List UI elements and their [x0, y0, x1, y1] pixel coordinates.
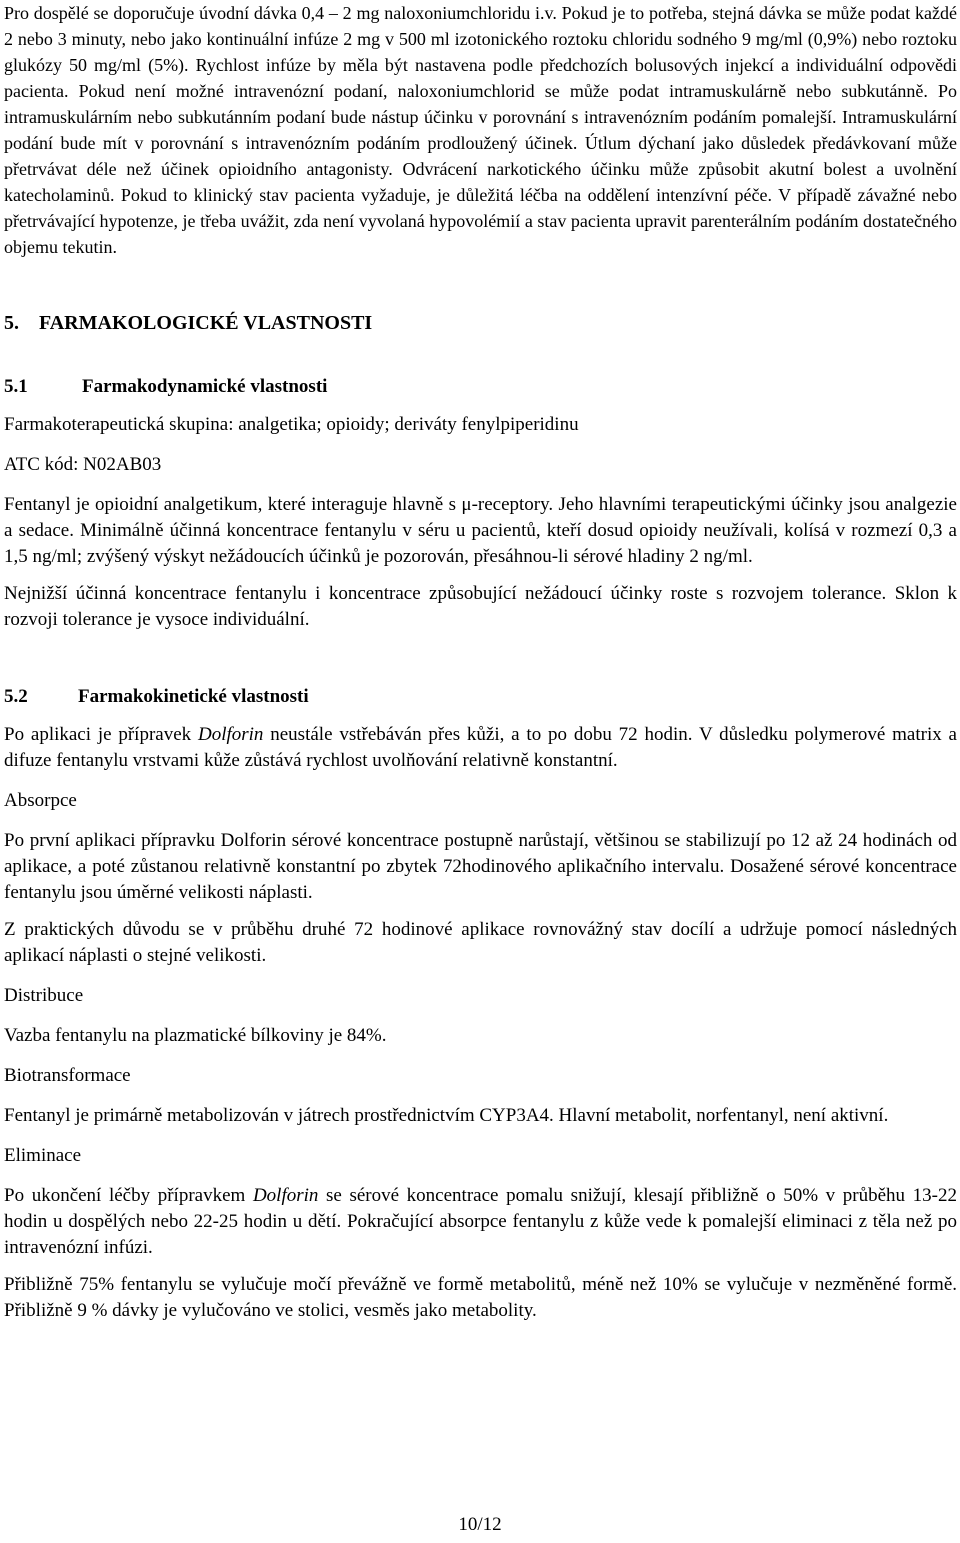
biotransformace-heading: Biotransformace — [4, 1065, 131, 1086]
intro-text-b: neustále vstřebáván přes kůži, a to po dobu 72 hodin. V důsledku polymerové matrix a difuze fentanylu vrstvami kůže zůstává rychlost uvolňování relativně konstantní. — [4, 724, 957, 771]
page-number: 10/12 — [458, 1514, 502, 1535]
pharmacokinetics-intro — [4, 722, 957, 774]
section-5-2-heading — [4, 684, 957, 710]
section-5-2-title: Farmakokinetické vlastnosti — [78, 686, 309, 707]
section-5-1-number: 5.1 — [4, 376, 28, 397]
intro-text-a: Po aplikaci je přípravek — [4, 724, 198, 745]
pharmacotherapeutic-group: Farmakoterapeutická skupina: analgetika; opioidy; deriváty fenylpiperidinu — [4, 414, 579, 435]
pharmacodynamics-paragraph-2: Nejnižší účinná koncentrace fentanylu i koncentrace způsobující nežádoucí účinky roste s rozvojem tolerance. Sklon k rozvoji tolerance je vysoce individuální. — [4, 583, 957, 630]
absorpce-paragraph-1: Po první aplikaci přípravku Dolforin sérové koncentrace postupně narůstají, většinou se stabilizují po 12 až 24 hodinách od aplikace, a poté zůstanou relativně konstantní po zbytek 72hodinového aplikačního intervalu. Dosažené sérové koncentrace fentanylu jsou úměrné velikosti náplasti. — [4, 830, 957, 903]
absorpce-heading: Absorpce — [4, 790, 77, 811]
absorpce-paragraph-2: Z praktických důvodu se v průběhu druhé 72 hodinové aplikace rovnovážný stav docílí a udržuje pomocí následných aplikací náplasti o stejné velikosti. — [4, 919, 957, 966]
document-page — [4, 0, 957, 1324]
atc-code: ATC kód: N02AB03 — [4, 454, 162, 475]
pharmacodynamics-paragraph-1: Fentanyl je opioidní analgetikum, které interaguje hlavně s μ-receptory. Jeho hlavními terapeutickými účinky jsou analgezie a sedace. Minimálně účinná koncentrace fentanylu v séru u pacientů, kteří dosud opioidy neužívali, kolísá v rozmezí 0,3 a 1,5 ng/ml; zvýšený výskyt nežádoucích účinků je pozorován, přesáhnou-li sérové hladiny 2 ng/ml. — [4, 494, 957, 567]
distribuce-heading: Distribuce — [4, 985, 84, 1006]
distribuce-paragraph: Vazba fentanylu na plazmatické bílkoviny je 84%. — [4, 1025, 387, 1046]
eliminace-paragraph-2: Přibližně 75% fentanylu se vylučuje močí převážně ve formě metabolitů, méně než 10% se vylučuje v nezměněné formě. Přibližně 9 % dávky je vylučováno ve stolici, vesměs jako metabolity. — [4, 1274, 957, 1321]
brand-name-eliminace: Dolforin — [252, 1185, 319, 1206]
section-5-1-title: Farmakodynamické vlastnosti — [82, 376, 328, 397]
eliminace-text-a: Po ukončení léčby přípravkem — [4, 1185, 253, 1206]
eliminace-heading: Eliminace — [4, 1145, 82, 1166]
eliminace-paragraph-1 — [4, 1183, 957, 1261]
section-5-2-number: 5.2 — [4, 686, 28, 707]
section-5-heading: 5. FARMAKOLOGICKÉ VLASTNOSTI — [4, 312, 373, 334]
brand-name: Dolforin — [197, 724, 264, 745]
section-5-1-heading — [4, 374, 957, 400]
eliminace-text-b: se sérové koncentrace pomalu snižují, klesají přibližně o 50% v průběhu 13-22 hodin u dospělých nebo 22-25 hodin u dětí. Pokračující absorpce fentanylu z kůže vede k pomalejší eliminaci z těla než po intravenózní infúzi. — [4, 1185, 957, 1258]
biotransformace-paragraph: Fentanyl je primárně metabolizován v játrech prostřednictvím CYP3A4. Hlavní metabolit, norfentanyl, není aktivní. — [4, 1105, 889, 1126]
naloxone-dosing-paragraph — [4, 0, 957, 260]
naloxone-effect-text: Intramuskulární podání bude mít v porovnání s intravenózním podáním prodloužený účinek. Útlum dýchaní jako důsledek předávkovaní může přetrvávat déle než účinek opioidního antagonisty. Odvrácení narkotického účinku může způsobit akutní bolest a uvolnění katecholaminů. Pokud to klinický stav pacienta vyžaduje, je důležitá léčba na oddělení intenzívní péče. V případě závažné nebo přetrvávající hypotenze, je třeba uvážit, zda není vyvolaná hypovolémií a stav pacienta upravit parenterálním podáním dostatečného objemu tekutin. — [4, 107, 957, 257]
naloxone-dosing-text: Pro dospělé se doporučuje úvodní dávka 0,4 – 2 mg naloxoniumchloridu i.v. Pokud je to potřeba, stejná dávka se může podat každé 2 nebo 3 minuty, nebo jako kontinuální infúze 2 mg v 500 ml izotonického roztoku chloridu sodného 9 mg/ml (0,9%) nebo roztoku glukózy 50 mg/ml (5%). Rychlost infúze by měla být nastavena podle předchozích bolusových injekcí a individuální odpovědi pacienta. Pokud není možné intravenózní podaní, naloxoniumchlorid se může podat intramuskulárně nebo subkutánně. Po intramuskulárním nebo subkutánním podaní bude nástup účinku v porovnání s intravenózním podáním pomalejší. — [4, 3, 957, 127]
